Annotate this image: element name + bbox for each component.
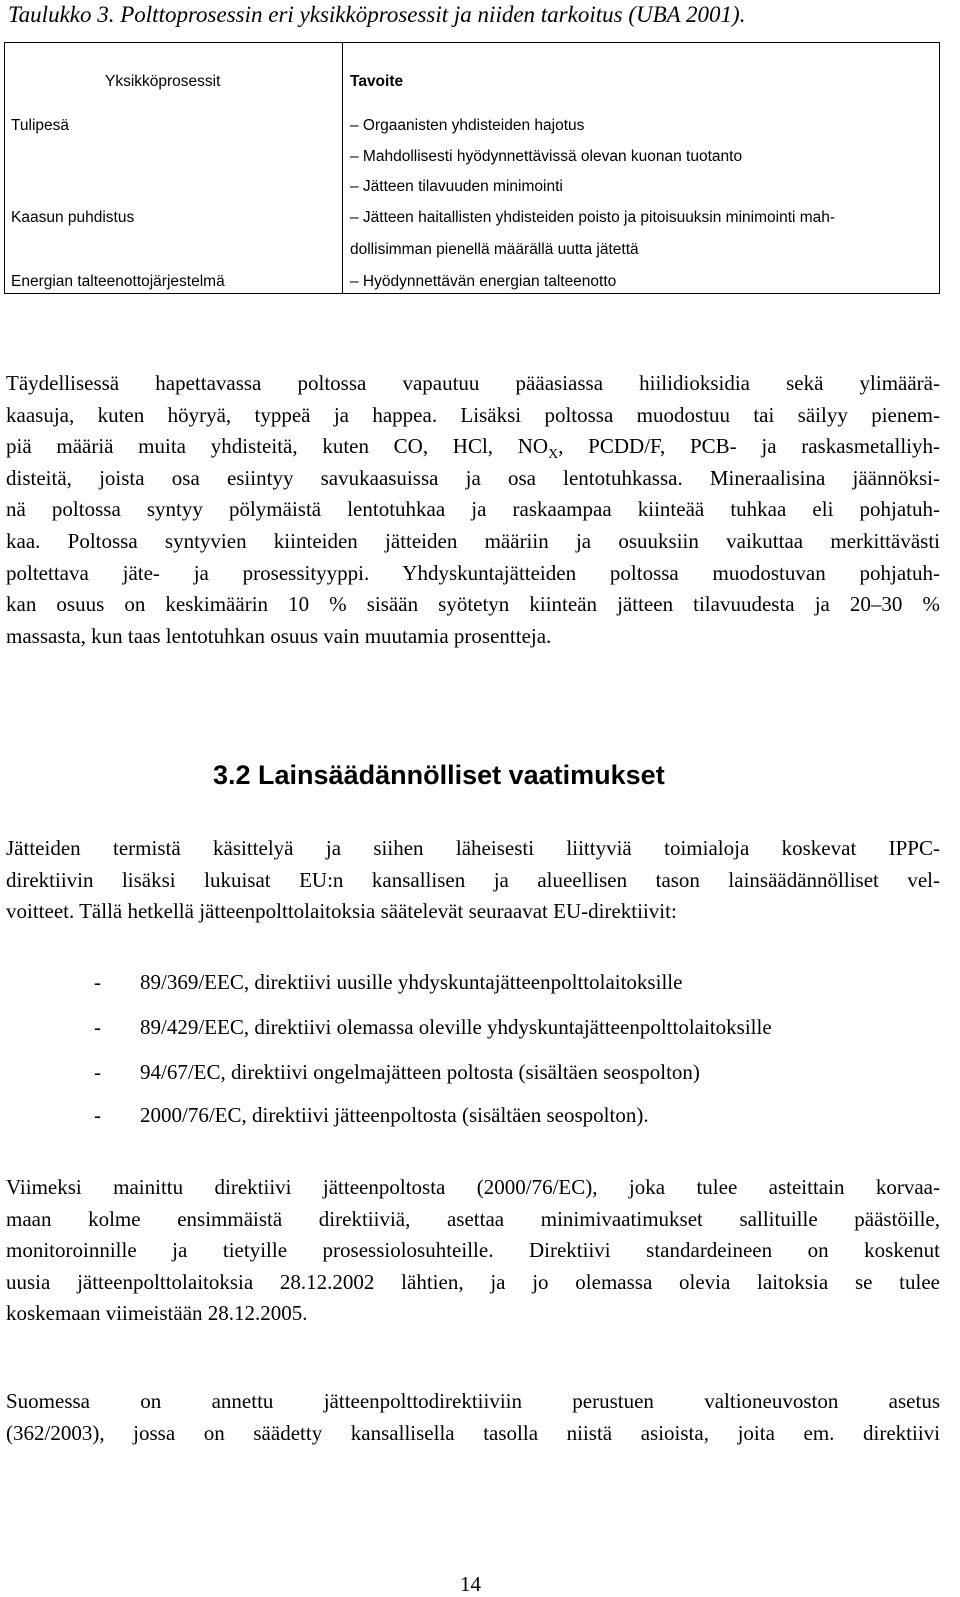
text-line: kaasuja, kuten höyryä, typpeä ja happea. Lisäksi poltossa muodostuu tai säilyy pienem- bbox=[6, 402, 940, 427]
row-goal: dollisimman pienellä määrällä uutta jätettä bbox=[350, 241, 639, 258]
row-goal: – Hyödynnettävän energian talteenotto bbox=[350, 273, 617, 290]
text-line: piä määriä muita yhdisteitä, kuten CO, HCl, $NO_X$, PCDD/F, PCB- ja raskasmetalliyh- bbox=[6, 434, 941, 463]
text-line: monitoroinnille ja tietyille prosessiolosuhteille. Direktiivi standardeineen on koskenut bbox=[6, 1238, 940, 1263]
paragraph-legislation bbox=[6, 833, 940, 928]
text-line: (362/2003), jossa on säädetty kansallisella tasolla niistä asioista, joita em. direktiivi bbox=[6, 1420, 940, 1445]
list-item: 89/369/EEC, direktiivi uusille yhdyskuntajätteenpolttolaitoksille bbox=[140, 970, 683, 994]
text-line: uusia jätteenpolttolaitoksia 28.12.2002 lähtien, ja jo olemassa olevia laitoksia se tulee bbox=[6, 1269, 940, 1294]
row-goal: – Mahdollisesti hyödynnettävissä olevan kuonan tuotanto bbox=[350, 148, 743, 165]
process-table bbox=[4, 42, 940, 294]
list-dash: - bbox=[94, 1015, 101, 1039]
paragraph-finland bbox=[6, 1386, 940, 1449]
list-item: 2000/76/EC, direktiivi jätteenpoltosta (sisältäen seospolton). bbox=[140, 1103, 649, 1127]
text-line: poltettava jäte- ja prosessityyppi. Yhdyskuntajätteiden poltossa muodostuvan pohjatuh- bbox=[6, 560, 940, 585]
row-goal: – Jätteen haitallisten yhdisteiden poisto ja pitoisuuksin minimointi mah- bbox=[350, 209, 836, 226]
table-divider bbox=[342, 43, 343, 293]
row-goal: – Jätteen tilavuuden minimointi bbox=[350, 178, 563, 195]
header-goal: Tavoite bbox=[350, 73, 404, 90]
text-line: Suomessa on annettu jätteenpolttodirektiiviin perustuen valtioneuvoston asetus bbox=[6, 1389, 940, 1413]
table-caption: Taulukko 3. Polttoprosessin eri yksikköprosessit ja niiden tarkoitus (UBA 2001). bbox=[8, 2, 746, 27]
text-line: maan kolme ensimmäistä direktiiviä, asettaa minimivaatimukset sallituille päästöille, bbox=[6, 1206, 940, 1231]
header-processes: Yksikköprosessit bbox=[105, 73, 221, 90]
row-process: Tulipesä bbox=[11, 117, 70, 134]
row-process: Energian talteenottojärjestelmä bbox=[11, 273, 225, 290]
list-dash: - bbox=[94, 1060, 101, 1084]
list-item: 94/67/EC, direktiivi ongelmajätteen poltosta (sisältäen seospolton) bbox=[140, 1060, 700, 1084]
text-line: kaa. Poltossa syntyvien kiinteiden jätteiden määriin ja osuuksiin vaikuttaa merkittävästi bbox=[6, 528, 940, 553]
paragraph-directive bbox=[6, 1172, 940, 1330]
row-process: Kaasun puhdistus bbox=[11, 209, 135, 226]
text-line: voitteet. Tällä hetkellä jätteenpolttolaitoksia säätelevät seuraavat EU-direktiivit: bbox=[6, 899, 677, 924]
page-number: 14 bbox=[460, 1572, 481, 1596]
text-line: nä poltossa syntyy pölymäistä lentotuhkaa ja raskaampaa kiinteää tuhkaa eli pohjatuh- bbox=[6, 497, 940, 522]
list-dash: - bbox=[94, 970, 101, 994]
list-dash: - bbox=[94, 1103, 101, 1127]
text-line: kan osuus on keskimäärin 10 % sisään syötetyn kiinteän jätteen tilavuudesta ja 20–30 % bbox=[6, 592, 940, 617]
text-line: Viimeksi mainittu direktiivi jätteenpoltosta (2000/76/EC), joka tulee asteittain korvaa- bbox=[6, 1175, 940, 1199]
text-line: Jätteiden termistä käsittelyä ja siihen läheisesti liittyviä toimialoja koskevat IPPC- bbox=[6, 836, 940, 860]
text-line: massasta, kun taas lentotuhkan osuus vain muutamia prosentteja. bbox=[6, 623, 552, 648]
text-line: koskemaan viimeistään 28.12.2005. bbox=[6, 1301, 308, 1326]
paragraph-combustion bbox=[6, 368, 940, 652]
list-item: 89/429/EEC, direktiivi olemassa oleville yhdyskuntajätteenpolttolaitoksille bbox=[140, 1015, 772, 1039]
text-line: direktiivin lisäksi lukuisat EU:n kansallisen ja alueellisen tason lainsäädännölliset vel- bbox=[6, 867, 940, 892]
text-line: disteitä, joista osa esiintyy savukaasuissa ja osa lentotuhkassa. Mineraalisina jäännöksi- bbox=[6, 465, 940, 490]
section-heading: 3.2 Lainsäädännölliset vaatimukset bbox=[213, 760, 665, 790]
row-goal: – Orgaanisten yhdisteiden hajotus bbox=[350, 117, 585, 134]
text-line: Täydellisessä hapettavassa poltossa vapautuu pääasiassa hiilidioksidia sekä ylimäärä- bbox=[6, 371, 940, 395]
